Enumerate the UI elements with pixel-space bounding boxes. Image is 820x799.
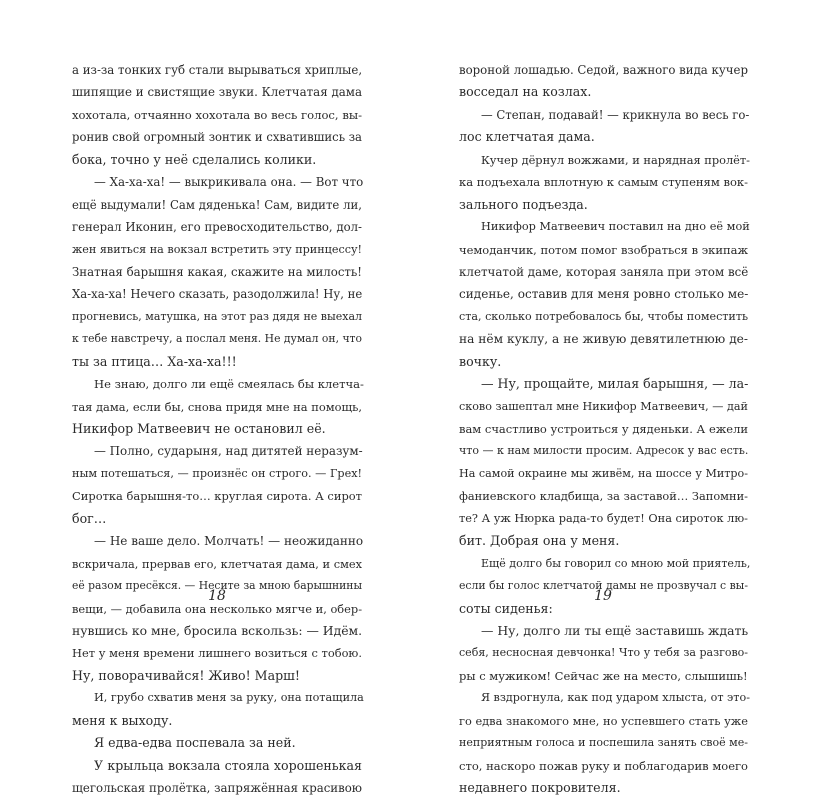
text-line: её разом пресёкся. — Несите за мною барышнины xyxy=(72,579,362,593)
text-line: вскричала, прервав его, клетчатая дама, и смех xyxy=(72,556,362,571)
text-line: клетчатой даме, которая заняла при этом всё xyxy=(459,264,749,279)
text-line: тая дама, если бы, снова придя мне на помощь, xyxy=(72,399,362,414)
text-line: — Ха-ха-ха! — выкрикивала она. — Вот что xyxy=(94,175,364,190)
text-line: сто, наскоро пожав руку и поблагодарив моего xyxy=(459,758,748,773)
text-line: неприятным голоса и поспешила занять своё ме- xyxy=(459,736,748,750)
text-line: Ну, поворачивайся! Живо! Марш! xyxy=(72,667,300,683)
text-line: ещё выдумали! Сам дяденька! Сам, видите ли, xyxy=(72,197,362,212)
text-line: нувшись ко мне, бросила вскользь: — Идём. xyxy=(72,623,363,638)
text-line: — Ну, прощайте, милая барышня, — ла- xyxy=(481,376,749,392)
text-line: зального подъезда. xyxy=(459,196,588,212)
text-line: го едва знакомого мне, но успевшего стать уже xyxy=(459,713,748,728)
text-line: сиденье, оставив для меня ровно столько ме- xyxy=(459,287,749,302)
text-line: — Не ваше дело. Молчать! — неожиданно xyxy=(94,534,364,549)
left-page-text xyxy=(72,59,362,799)
text-line: восседал на козлах. xyxy=(459,84,592,100)
text-line: — Степан, подавай! — крикнула во весь го- xyxy=(481,107,750,122)
text-line: ры с мужиком! Сейчас же на место, слышишь! xyxy=(459,668,748,683)
left-page xyxy=(0,0,410,795)
text-line: те? А уж Нюрка рада-то будет! Она сироток лю- xyxy=(459,511,748,525)
text-line: На самой окраине мы живём, на шоссе у Митро- xyxy=(459,466,748,480)
text-line: И, грубо схватив меня за руку, она потащила xyxy=(94,691,364,705)
text-line: — Полно, сударыня, над дитятей неразум- xyxy=(94,444,363,459)
text-line: если бы голос клетчатой дамы не прозвучал с вы- xyxy=(459,579,748,593)
text-line: жен явиться на вокзал встретить эту принцессу! xyxy=(72,242,362,256)
text-line: бит. Добрая она у меня. xyxy=(459,533,620,549)
text-line: ста, сколько потребовалось бы, чтобы поместить xyxy=(459,309,748,323)
text-line: фаниевского кладбища, за заставой… Запомни- xyxy=(459,489,748,504)
text-line: недавнего покровителя. xyxy=(459,780,621,795)
text-line: чемоданчик, потом помог взобраться в экипаж xyxy=(459,242,748,257)
text-line: а из-за тонких губ стали вырываться хриплые, xyxy=(72,63,363,77)
text-line: вам счастливо устроиться у дяденьки. А ежели xyxy=(459,422,748,436)
text-line: Кучер дёрнул вожжами, и нарядная пролёт- xyxy=(481,152,751,167)
text-line: себя, несносная девчонка! Что у тебя за разгово- xyxy=(459,646,749,660)
text-line: соты сиденья: xyxy=(459,600,553,616)
text-line: прогневись, матушка, на этот раз дядя не выехал xyxy=(72,309,362,323)
text-line: щегольская пролётка, запряжённая красивою xyxy=(72,781,362,795)
right-page-text xyxy=(459,59,751,799)
text-line: ты за птица… Ха-ха-ха!!! xyxy=(72,353,237,369)
text-line: меня к выходу. xyxy=(72,712,173,728)
text-line: Никифор Матвеевич не остановил её. xyxy=(72,421,326,436)
text-line: бока, точно у неё сделались колики. xyxy=(72,151,317,167)
page-number-right: 19 xyxy=(594,588,612,604)
text-line: ным потешаться, — произнёс он строго. — Грех! xyxy=(72,466,362,480)
text-line: — Ну, долго ли ты ещё заставишь ждать xyxy=(481,622,749,638)
text-line: шипящие и свистящие звуки. Клетчатая дама xyxy=(72,85,362,100)
right-page xyxy=(410,0,820,795)
text-line: Не знаю, долго ли ещё смеялась бы клетча- xyxy=(94,377,364,392)
text-line: У крыльца вокзала стояла хорошенькая xyxy=(94,757,362,773)
text-line: сково зашептал мне Никифор Матвеевич, — дай xyxy=(459,399,748,413)
text-line: лос клетчатая дама. xyxy=(459,129,595,145)
text-line: бог… xyxy=(72,510,107,526)
text-line: хохотала, отчаянно хохотала во весь голос, вы- xyxy=(72,107,362,122)
text-line: вочку. xyxy=(459,353,502,369)
text-line: Нет у меня времени лишнего возиться с тобою. xyxy=(72,646,362,661)
text-line: Я вздрогнула, как под ударом хлыста, от это- xyxy=(481,691,750,705)
text-line: Знатная барышня какая, скажите на милость! xyxy=(72,264,362,279)
text-line: Ха-ха-ха! Нечего сказать, разодолжила! Ну, не xyxy=(72,287,363,302)
text-line: Ещё долго бы говорил со мною мой приятель, xyxy=(481,556,751,570)
text-line: Никифор Матвеевич поставил на дно её мой xyxy=(481,220,750,234)
text-line: ка подъехала вплотную к самым ступеням вок- xyxy=(459,175,748,190)
text-line: к тебе навстречу, а послал меня. Не думал он, что xyxy=(72,332,362,346)
text-line: вороной лошадью. Седой, важного вида кучер xyxy=(459,63,748,77)
text-line: ронив свой огромный зонтик и схватившись за xyxy=(72,130,362,145)
text-line: вещи, — добавила она несколько мягче и, обер- xyxy=(72,601,363,616)
page-number-left: 18 xyxy=(208,588,226,604)
text-line: что — к нам милости просим. Адресок у вас есть. xyxy=(459,444,749,458)
text-line: Сиротка барышня-то… круглая сирота. А сирот xyxy=(72,489,362,504)
text-line: генерал Иконин, его превосходительство, дол- xyxy=(72,220,362,235)
text-line: на нём куклу, а не живую девятилетнюю де- xyxy=(459,332,748,347)
text-line: Я едва-едва поспевала за ней. xyxy=(94,735,296,751)
